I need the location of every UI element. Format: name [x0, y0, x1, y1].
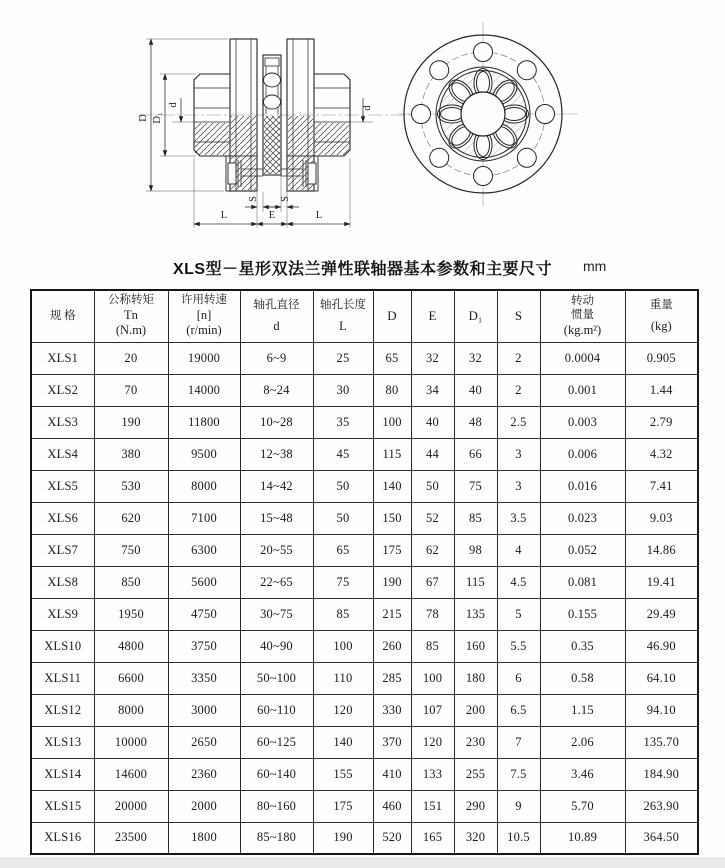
header-line: 公称转矩	[108, 294, 154, 307]
dim-label-D: D	[138, 114, 149, 122]
value-cell: 34	[411, 374, 454, 406]
value-cell: 215	[373, 598, 411, 630]
spec-cell: XLS8	[31, 566, 94, 598]
value-cell: 7.41	[625, 470, 698, 502]
value-cell: 80~160	[240, 790, 313, 822]
value-cell: 29.49	[625, 598, 698, 630]
value-cell: 0.155	[540, 598, 625, 630]
header-line: 轴孔长度	[320, 299, 366, 312]
value-cell: 15~48	[240, 502, 313, 534]
value-cell: 85	[454, 502, 497, 534]
value-cell: 52	[411, 502, 454, 534]
table-row	[31, 790, 698, 822]
dim-label-E: E	[268, 210, 276, 221]
value-cell: 3000	[168, 694, 240, 726]
value-cell: 850	[94, 566, 168, 598]
value-cell: 135	[454, 598, 497, 630]
technical-drawing	[0, 0, 725, 250]
value-cell: 60~110	[240, 694, 313, 726]
value-cell: 120	[313, 694, 373, 726]
spec-cell: XLS9	[31, 598, 94, 630]
value-cell: 10.89	[540, 822, 625, 854]
value-cell: 9500	[168, 438, 240, 470]
value-cell: 60~140	[240, 758, 313, 790]
value-cell: 190	[313, 822, 373, 854]
value-cell: 0.905	[625, 342, 698, 374]
value-cell: 110	[313, 662, 373, 694]
table-row	[31, 470, 698, 502]
value-cell: 2000	[168, 790, 240, 822]
value-cell: 6~9	[240, 342, 313, 374]
value-cell: 9.03	[625, 502, 698, 534]
value-cell: 180	[454, 662, 497, 694]
value-cell: 175	[313, 790, 373, 822]
header-bore-diameter	[240, 290, 313, 342]
value-cell: 0.35	[540, 630, 625, 662]
value-cell: 6300	[168, 534, 240, 566]
value-cell: 40~90	[240, 630, 313, 662]
spec-cell: XLS5	[31, 470, 94, 502]
value-cell: 85~180	[240, 822, 313, 854]
center-bore	[461, 92, 505, 136]
header-line: L	[339, 318, 347, 333]
value-cell: 62	[411, 534, 454, 566]
value-cell: 45	[313, 438, 373, 470]
table-row	[31, 598, 698, 630]
value-cell: 65	[373, 342, 411, 374]
value-cell: 94.10	[625, 694, 698, 726]
header-line: [n]	[196, 307, 212, 322]
table-row	[31, 694, 698, 726]
value-cell: 320	[454, 822, 497, 854]
header-line: (kg.m²)	[563, 322, 602, 337]
value-cell: 0.081	[540, 566, 625, 598]
value-cell: 9	[497, 790, 540, 822]
value-cell: 3350	[168, 662, 240, 694]
dim-label-L-left: L	[220, 210, 228, 221]
value-cell: 14~42	[240, 470, 313, 502]
value-cell: 32	[411, 342, 454, 374]
value-cell: 115	[373, 438, 411, 470]
value-cell: 1.44	[625, 374, 698, 406]
value-cell: 255	[454, 758, 497, 790]
value-cell: 2.06	[540, 726, 625, 758]
value-cell: 40	[411, 406, 454, 438]
spec-cell: XLS14	[31, 758, 94, 790]
table-row	[31, 406, 698, 438]
table-header	[31, 290, 698, 342]
value-cell: 260	[373, 630, 411, 662]
page-edge-strip	[0, 857, 725, 868]
value-cell: 107	[411, 694, 454, 726]
value-cell: 20000	[94, 790, 168, 822]
spec-cell: XLS16	[31, 822, 94, 854]
value-cell: 5.70	[540, 790, 625, 822]
value-cell: 8000	[94, 694, 168, 726]
value-cell: 19000	[168, 342, 240, 374]
header-line: (N.m)	[115, 323, 147, 338]
value-cell: 2650	[168, 726, 240, 758]
value-cell: 2.79	[625, 406, 698, 438]
value-cell: 46.90	[625, 630, 698, 662]
value-cell: 175	[373, 534, 411, 566]
value-cell: 7.5	[497, 758, 540, 790]
value-cell: 2360	[168, 758, 240, 790]
value-cell: 3.46	[540, 758, 625, 790]
value-cell: 115	[454, 566, 497, 598]
dim-label-S-right: S	[280, 196, 291, 202]
value-cell: 140	[373, 470, 411, 502]
value-cell: 3	[497, 470, 540, 502]
value-cell: 0.016	[540, 470, 625, 502]
header-weight	[625, 290, 698, 342]
header-spec: 规 格	[31, 290, 94, 342]
header-line: 惯量	[571, 309, 594, 322]
value-cell: 100	[373, 406, 411, 438]
value-cell: 1950	[94, 598, 168, 630]
value-cell: 10000	[94, 726, 168, 758]
header-D1: D₁	[454, 290, 497, 342]
value-cell: 10~28	[240, 406, 313, 438]
header-line: 轴孔直径	[253, 299, 300, 312]
dim-label-d-right: d	[362, 105, 373, 111]
value-cell: 2	[497, 374, 540, 406]
value-cell: 75	[313, 566, 373, 598]
value-cell: 35	[313, 406, 373, 438]
value-cell: 60~125	[240, 726, 313, 758]
value-cell: 160	[454, 630, 497, 662]
value-cell: 12~38	[240, 438, 313, 470]
spec-cell: XLS2	[31, 374, 94, 406]
value-cell: 190	[94, 406, 168, 438]
value-cell: 4.5	[497, 566, 540, 598]
value-cell: 10.5	[497, 822, 540, 854]
spec-cell: XLS1	[31, 342, 94, 374]
value-cell: 85	[313, 598, 373, 630]
table-row	[31, 502, 698, 534]
header-line: Tn	[124, 307, 138, 322]
spec-cell: XLS12	[31, 694, 94, 726]
value-cell: 3750	[168, 630, 240, 662]
value-cell: 50	[411, 470, 454, 502]
value-cell: 3.5	[497, 502, 540, 534]
value-cell: 6600	[94, 662, 168, 694]
value-cell: 23500	[94, 822, 168, 854]
value-cell: 7	[497, 726, 540, 758]
value-cell: 4.32	[625, 438, 698, 470]
value-cell: 4800	[94, 630, 168, 662]
value-cell: 410	[373, 758, 411, 790]
value-cell: 750	[94, 534, 168, 566]
value-cell: 0.006	[540, 438, 625, 470]
dim-label-S-left: S	[248, 196, 259, 202]
value-cell: 0.0004	[540, 342, 625, 374]
unit-label: mm	[583, 258, 607, 274]
value-cell: 30~75	[240, 598, 313, 630]
value-cell: 364.50	[625, 822, 698, 854]
value-cell: 2.5	[497, 406, 540, 438]
spec-cell: XLS7	[31, 534, 94, 566]
spec-cell: XLS4	[31, 438, 94, 470]
value-cell: 75	[454, 470, 497, 502]
value-cell: 70	[94, 374, 168, 406]
value-cell: 65	[313, 534, 373, 566]
value-cell: 8~24	[240, 374, 313, 406]
value-cell: 40	[454, 374, 497, 406]
header-D: D	[373, 290, 411, 342]
value-cell: 6.5	[497, 694, 540, 726]
value-cell: 200	[454, 694, 497, 726]
value-cell: 5600	[168, 566, 240, 598]
flange-front-view	[399, 22, 578, 206]
value-cell: 150	[373, 502, 411, 534]
value-cell: 0.001	[540, 374, 625, 406]
spec-cell: XLS11	[31, 662, 94, 694]
dim-label-D1: D₁	[152, 112, 163, 124]
dim-label-L-right: L	[315, 210, 323, 221]
value-cell: 80	[373, 374, 411, 406]
value-cell: 67	[411, 566, 454, 598]
value-cell: 98	[454, 534, 497, 566]
value-cell: 19.41	[625, 566, 698, 598]
value-cell: 50~100	[240, 662, 313, 694]
value-cell: 140	[313, 726, 373, 758]
value-cell: 78	[411, 598, 454, 630]
header-line: 重量	[649, 299, 673, 312]
value-cell: 4	[497, 534, 540, 566]
value-cell: 8000	[168, 470, 240, 502]
header-speed	[168, 290, 240, 342]
value-cell: 14.86	[625, 534, 698, 566]
value-cell: 330	[373, 694, 411, 726]
value-cell: 100	[313, 630, 373, 662]
value-cell: 4750	[168, 598, 240, 630]
value-cell: 165	[411, 822, 454, 854]
value-cell: 48	[454, 406, 497, 438]
header-E: E	[411, 290, 454, 342]
value-cell: 5	[497, 598, 540, 630]
spec-cell: XLS13	[31, 726, 94, 758]
value-cell: 120	[411, 726, 454, 758]
header-line: 转动	[571, 295, 594, 308]
value-cell: 44	[411, 438, 454, 470]
header-line: 许用转速	[181, 294, 227, 307]
header-line: (r/min)	[186, 323, 222, 338]
table-row	[31, 630, 698, 662]
value-cell: 520	[373, 822, 411, 854]
value-cell: 184.90	[625, 758, 698, 790]
table-row	[31, 726, 698, 758]
drawing-area	[0, 0, 725, 250]
value-cell: 7100	[168, 502, 240, 534]
spec-cell: XLS10	[31, 630, 94, 662]
value-cell: 6	[497, 662, 540, 694]
dim-label-d-left: d	[168, 102, 179, 108]
value-cell: 1800	[168, 822, 240, 854]
table-row	[31, 438, 698, 470]
value-cell: 14600	[94, 758, 168, 790]
value-cell: 20~55	[240, 534, 313, 566]
table-row	[31, 822, 698, 854]
spec-cell: XLS15	[31, 790, 94, 822]
spec-cell: XLS3	[31, 406, 94, 438]
value-cell: 11800	[168, 406, 240, 438]
table-row	[31, 534, 698, 566]
value-cell: 285	[373, 662, 411, 694]
header-line: (kg)	[650, 318, 672, 333]
value-cell: 370	[373, 726, 411, 758]
value-cell: 133	[411, 758, 454, 790]
value-cell: 85	[411, 630, 454, 662]
table-row	[31, 758, 698, 790]
value-cell: 50	[313, 502, 373, 534]
value-cell: 100	[411, 662, 454, 694]
value-cell: 3	[497, 438, 540, 470]
value-cell: 0.58	[540, 662, 625, 694]
value-cell: 22~65	[240, 566, 313, 598]
value-cell: 620	[94, 502, 168, 534]
value-cell: 1.15	[540, 694, 625, 726]
cross-section-view	[138, 39, 430, 191]
value-cell: 20	[94, 342, 168, 374]
table-row	[31, 662, 698, 694]
value-cell: 50	[313, 470, 373, 502]
value-cell: 25	[313, 342, 373, 374]
value-cell: 460	[373, 790, 411, 822]
value-cell: 155	[313, 758, 373, 790]
value-cell: 190	[373, 566, 411, 598]
value-cell: 30	[313, 374, 373, 406]
value-cell: 64.10	[625, 662, 698, 694]
value-cell: 2	[497, 342, 540, 374]
table-row	[31, 342, 698, 374]
spec-table	[30, 289, 699, 855]
value-cell: 32	[454, 342, 497, 374]
header-bore-length	[313, 290, 373, 342]
value-cell: 0.023	[540, 502, 625, 534]
value-cell: 66	[454, 438, 497, 470]
table-row	[31, 566, 698, 598]
spec-table-body	[31, 342, 698, 854]
value-cell: 0.052	[540, 534, 625, 566]
value-cell: 290	[454, 790, 497, 822]
value-cell: 380	[94, 438, 168, 470]
table-title: XLS型－星形双法兰弹性联轴器基本参数和主要尺寸	[172, 261, 553, 278]
value-cell: 14000	[168, 374, 240, 406]
value-cell: 0.003	[540, 406, 625, 438]
table-row	[31, 374, 698, 406]
value-cell: 263.90	[625, 790, 698, 822]
value-cell: 151	[411, 790, 454, 822]
header-inertia	[540, 290, 625, 342]
header-S: S	[497, 290, 540, 342]
spec-cell: XLS6	[31, 502, 94, 534]
value-cell: 230	[454, 726, 497, 758]
header-torque	[94, 290, 168, 342]
header-line: d	[273, 318, 280, 333]
value-cell: 135.70	[625, 726, 698, 758]
value-cell: 5.5	[497, 630, 540, 662]
value-cell: 530	[94, 470, 168, 502]
